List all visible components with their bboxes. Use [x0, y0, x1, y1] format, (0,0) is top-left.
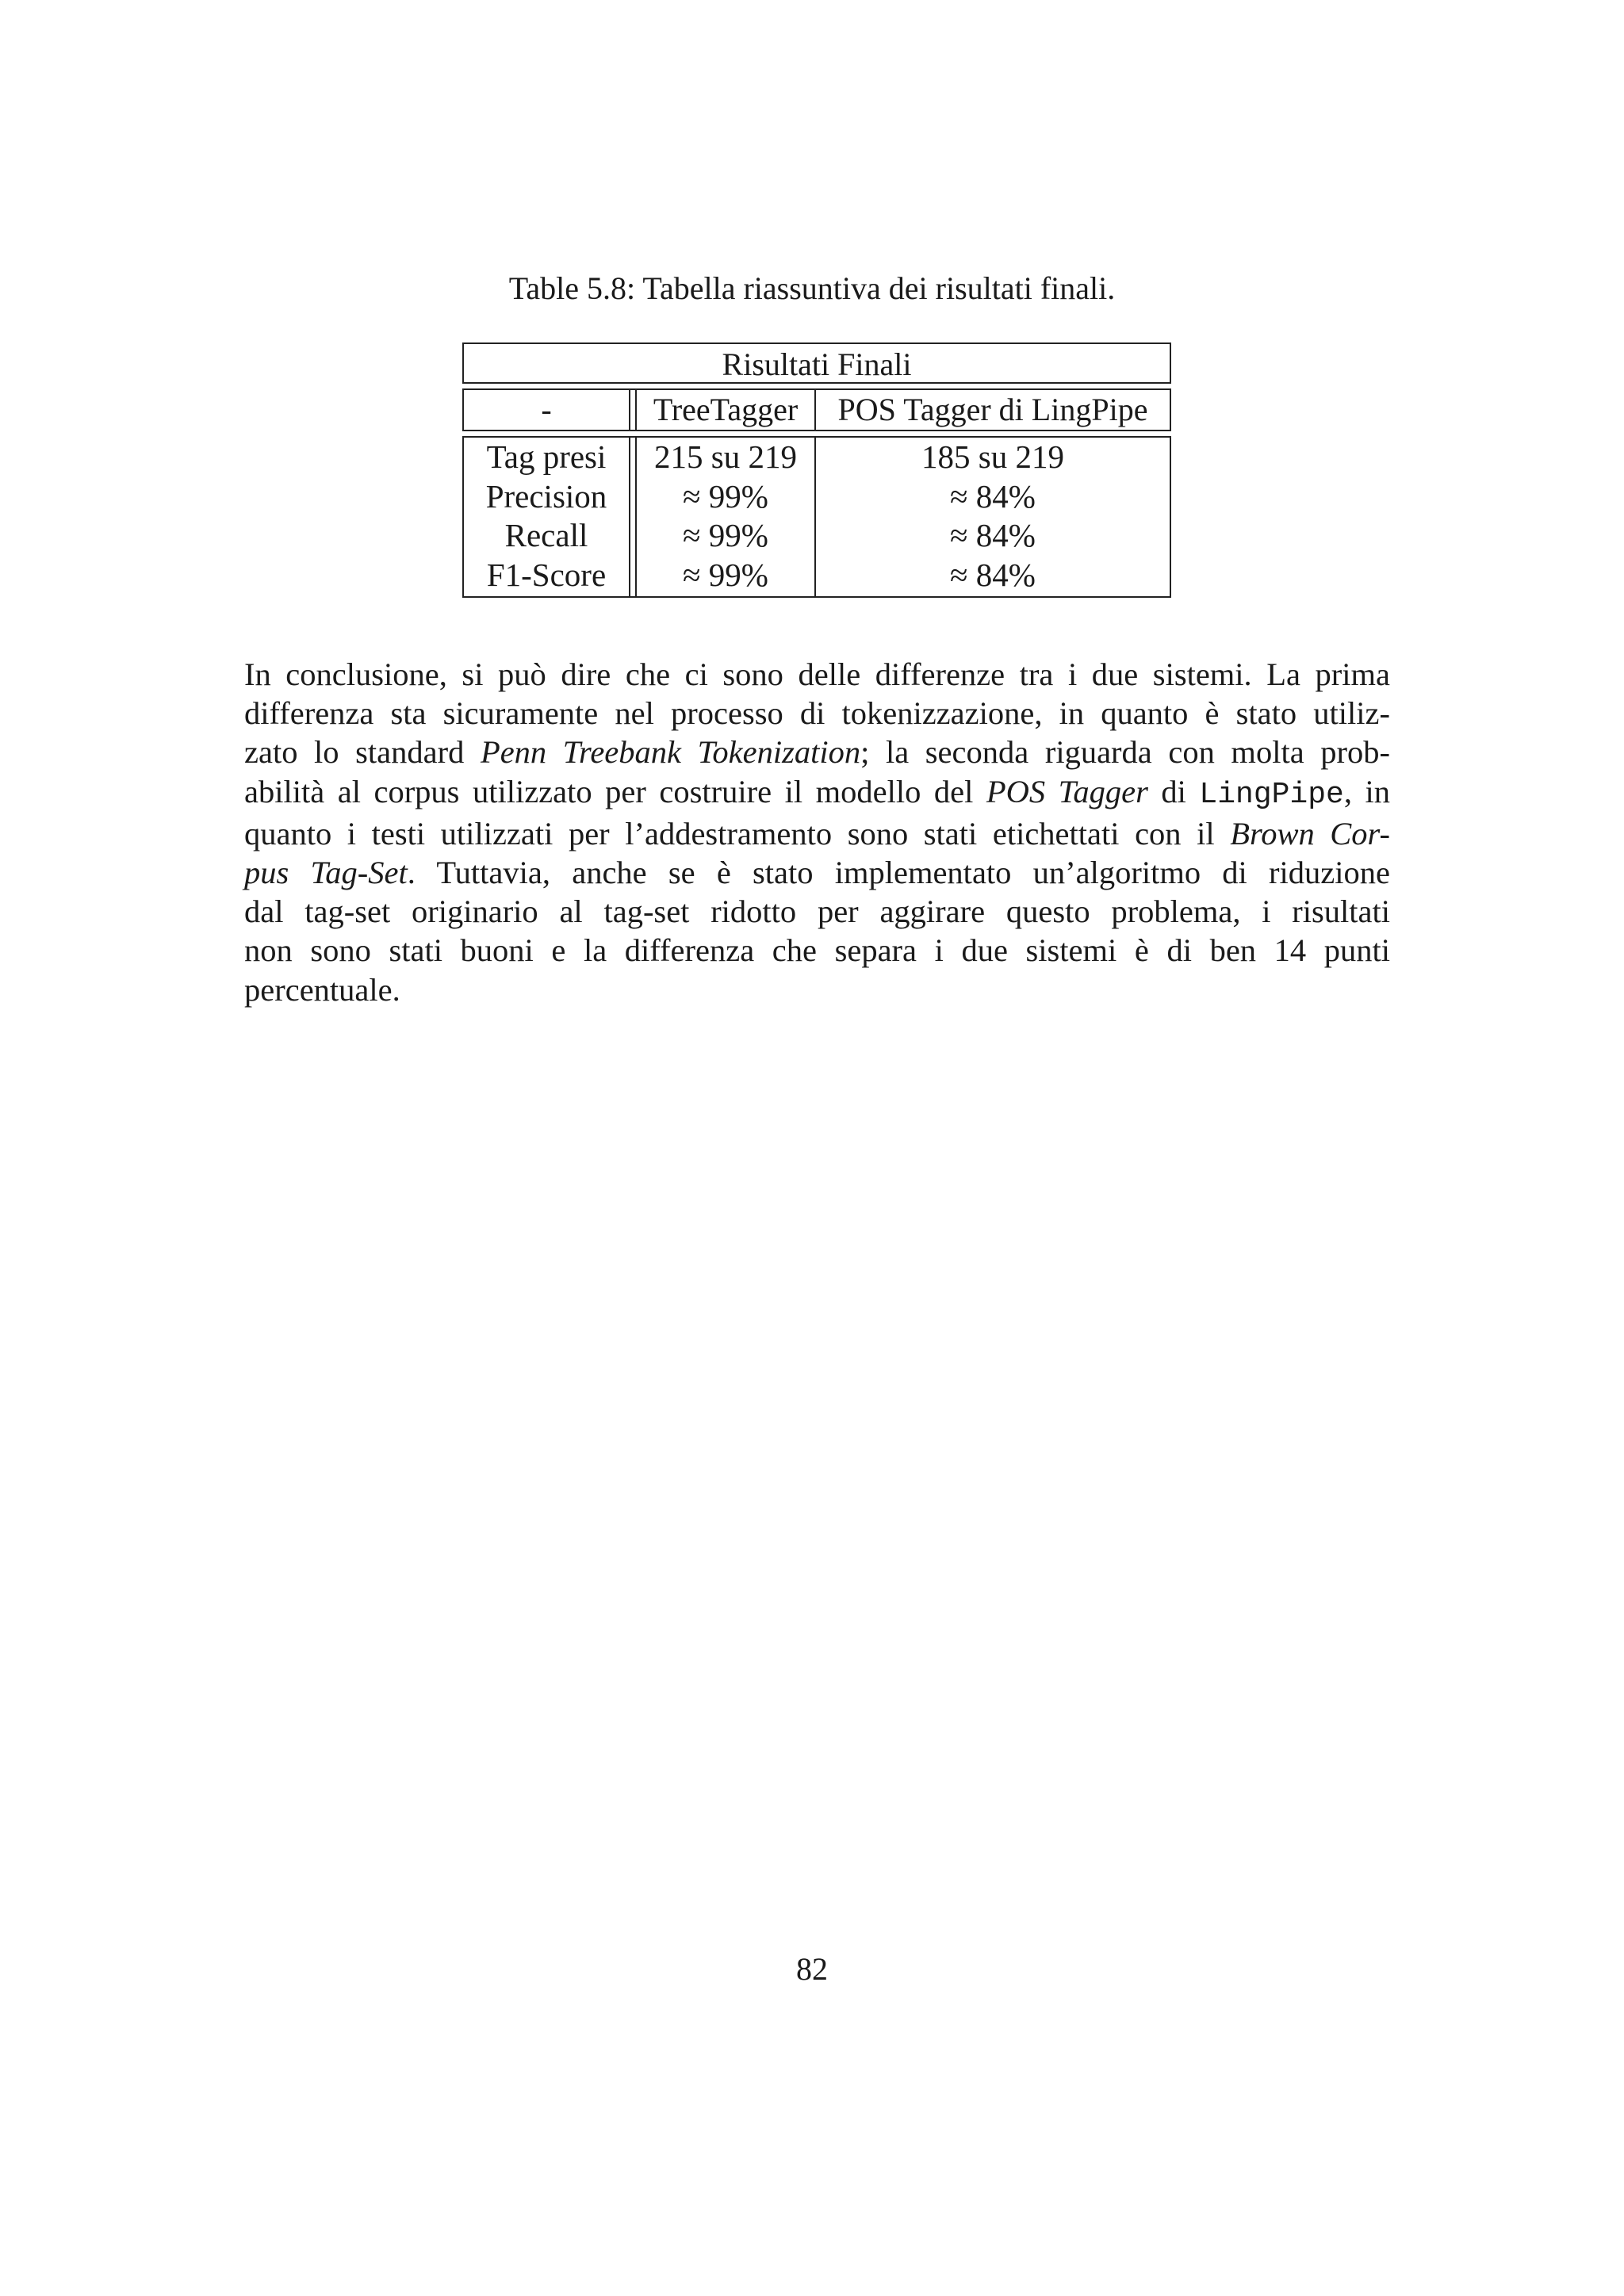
italic-term: POS Tagger	[986, 773, 1148, 809]
paragraph-line	[244, 733, 1390, 771]
header-cell-dash: -	[541, 392, 552, 427]
table-cell: ≈ 84%	[950, 477, 1036, 515]
header-cell-lingpipe: POS Tagger di LingPipe	[837, 392, 1148, 427]
paragraph-line: In conclusione, si può dire che ci sono delle differenze tra i due sistemi. La prima	[244, 656, 1390, 692]
table-header-row	[462, 388, 1171, 431]
table-cell: ≈ 99%	[683, 556, 768, 593]
code-term: LingPipe	[1199, 777, 1344, 812]
text-run: di	[1147, 773, 1200, 809]
text-run: quanto i testi utilizzati per l’addestramento sono stati etichettati con il	[244, 815, 1231, 851]
table-cell: ≈ 99%	[683, 517, 768, 553]
metric-column	[464, 438, 629, 596]
table-cell: 215 su 219	[654, 438, 797, 475]
text-run: . Tuttavia, anche se è stato implementato un’algoritmo di riduzione	[407, 855, 1390, 891]
table-cell: ≈ 84%	[950, 556, 1036, 593]
paragraph-line	[244, 772, 1390, 814]
paragraph-line	[244, 853, 1390, 892]
text-run: , in	[1343, 773, 1390, 809]
paragraph-line: dal tag-set originario al tag-set ridotto per aggirare questo problema, i risultati	[244, 894, 1390, 930]
lingpipe-column	[816, 438, 1170, 596]
text-run: ; la seconda riguarda con molta prob-	[860, 734, 1390, 771]
paragraph-line	[244, 814, 1390, 853]
treetagger-column	[637, 438, 816, 596]
table-cell: ≈ 84%	[950, 517, 1036, 553]
table-cell: Recall	[504, 517, 588, 553]
italic-term: Brown Cor-	[1230, 815, 1390, 851]
paragraph-line: non sono stati buoni e la differenza che separa i due sistemi è di ben 14 punti	[244, 932, 1390, 969]
table-cell: Tag presi	[486, 438, 607, 475]
table-body	[462, 436, 1171, 598]
header-cell-treetagger: TreeTagger	[637, 390, 816, 430]
page-number: 82	[796, 1951, 828, 1987]
table-cell: Precision	[485, 477, 607, 515]
conclusion-paragraph	[244, 655, 1390, 1009]
italic-term: pus Tag-Set	[244, 855, 408, 891]
table-title: Risultati Finali	[462, 342, 1171, 384]
table-caption: Table 5.8: Tabella riassuntiva dei risultati finali.	[508, 270, 1116, 306]
paragraph-line: differenza sta sicuramente nel processo di tokenizzazione, in quanto è stato utiliz-	[244, 695, 1390, 732]
text-run: zato lo standard	[244, 734, 481, 771]
results-table	[462, 342, 1171, 598]
double-rule	[629, 390, 637, 430]
double-rule	[629, 438, 637, 596]
text-run: abilità al corpus utilizzato per costruire il modello del	[244, 773, 986, 809]
table-cell: 185 su 219	[921, 438, 1064, 475]
table-cell: F1-Score	[486, 556, 607, 593]
paragraph-line: percentuale.	[244, 971, 400, 1008]
table-cell: ≈ 99%	[683, 477, 768, 515]
italic-term: Penn Treebank Tokenization	[480, 734, 861, 771]
